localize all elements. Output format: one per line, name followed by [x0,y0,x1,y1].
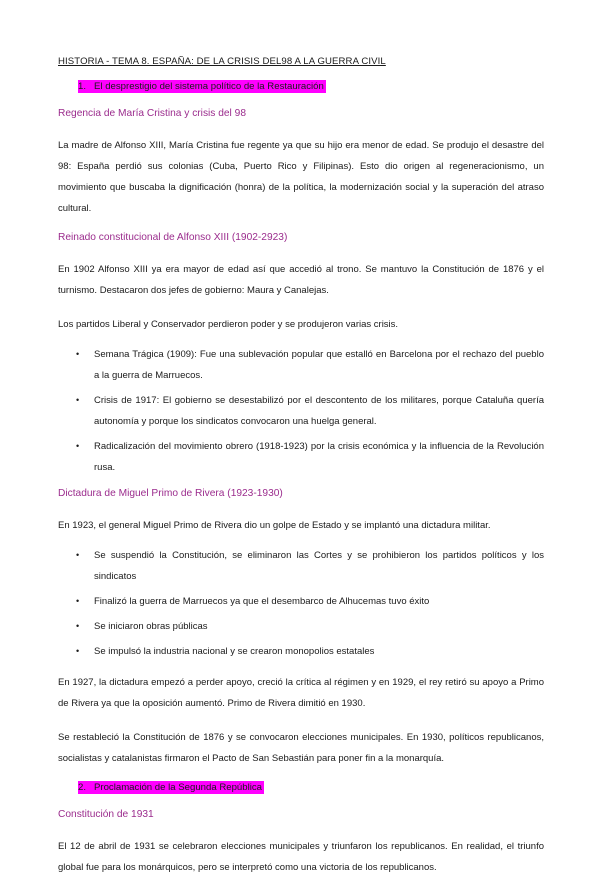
bullet-item [58,545,544,587]
bullet-item [58,390,544,432]
bullet-icon: • [76,349,80,359]
bullet-item [58,591,544,612]
bullet-item [58,641,544,662]
bullet-text: Radicalización del movimiento obrero (1918-1923) por la crisis económica y la influencia de la Revolución rusa. [94,441,544,473]
bullet-list [58,344,544,478]
paragraph: En 1927, la dictadura empezó a perder apoyo, creció la crítica al régimen y en 1929, el rey retiró su apoyo a Primo de Rivera ya que la oposición aumentó. Primo de Rivera dimitió en 1930. [58,677,544,709]
bullet-icon: • [76,621,80,631]
bullet-item [58,344,544,386]
subsection-heading: Regencia de María Cristina y crisis del 98 [58,108,246,119]
section-heading [78,81,544,92]
paragraph: Se restableció la Constitución de 1876 y se convocaron elecciones municipales. En 1930, políticos republicanos, socialistas y catalanistas firmaron el Pacto de San Sebastián para poner fin a la monarquía. [58,732,544,764]
bullet-list [58,545,544,662]
section-number: 1. [78,81,87,92]
section-number: 2. [78,782,87,793]
bullet-icon: • [76,646,80,656]
section-title: Proclamación de la Segunda República [94,782,262,793]
section-heading [78,782,544,793]
bullet-text: Crisis de 1917: El gobierno se desestabilizó por el descontento de los militares, porque Cataluña quería autonomía y porque los sindicatos convocaron una huelga general. [94,395,544,427]
section-highlight [78,781,264,794]
bullet-item [58,436,544,478]
bullet-icon: • [76,441,80,451]
section-highlight [78,80,326,93]
paragraph: Los partidos Liberal y Conservador perdieron poder y se produjeron varias crisis. [58,319,399,330]
subsection-heading: Dictadura de Miguel Primo de Rivera (1923-1930) [58,488,283,499]
paragraph: En 1902 Alfonso XIII ya era mayor de edad así que accedió al trono. Se mantuvo la Constitución de 1876 y el turnismo. Destacaron dos jefes de gobierno: Maura y Canalejas. [58,264,544,296]
bullet-text: Se suspendió la Constitución, se eliminaron las Cortes y se prohibieron los partidos políticos y los sindicatos [94,550,544,582]
bullet-icon: • [76,596,80,606]
paragraph: En 1923, el general Miguel Primo de Rivera dio un golpe de Estado y se implantó una dictadura militar. [58,520,491,531]
bullet-item [58,616,544,637]
subsection-heading: Reinado constitucional de Alfonso XIII (1902-2923) [58,232,288,243]
document-body [58,81,544,878]
paragraph: El 12 de abril de 1931 se celebraron elecciones municipales y triunfaron los republicanos. En realidad, el triunfo global fue para los monárquicos, pero se interpretó como una victoria de los republicanos. [58,841,544,873]
section-title: El desprestigio del sistema político de la Restauración [94,81,324,92]
bullet-icon: • [76,395,80,405]
paragraph: La madre de Alfonso XIII, María Cristina fue regente ya que su hijo era menor de edad. Se produjo el desastre del 98: España perdió sus colonias (Cuba, Puerto Rico y Filipinas). Esto dio origen al regeneracionismo, un movimiento que buscaba la dignificación (honra) de la política, la modernización social y la superación del atraso cultural. [58,140,544,214]
subsection-heading: Constitución de 1931 [58,809,154,820]
bullet-text: Se iniciaron obras públicas [94,621,208,632]
document-title: HISTORIA - TEMA 8. ESPAÑA: DE LA CRISIS DEL98 A LA GUERRA CIVIL [58,56,386,67]
bullet-icon: • [76,550,80,560]
bullet-text: Semana Trágica (1909): Fue una sublevación popular que estalló en Barcelona por el rechazo del pueblo a la guerra de Marruecos. [94,349,544,381]
bullet-text: Finalizó la guerra de Marruecos ya que el desembarco de Alhucemas tuvo éxito [94,596,430,607]
bullet-text: Se impulsó la industria nacional y se crearon monopolios estatales [94,646,375,657]
